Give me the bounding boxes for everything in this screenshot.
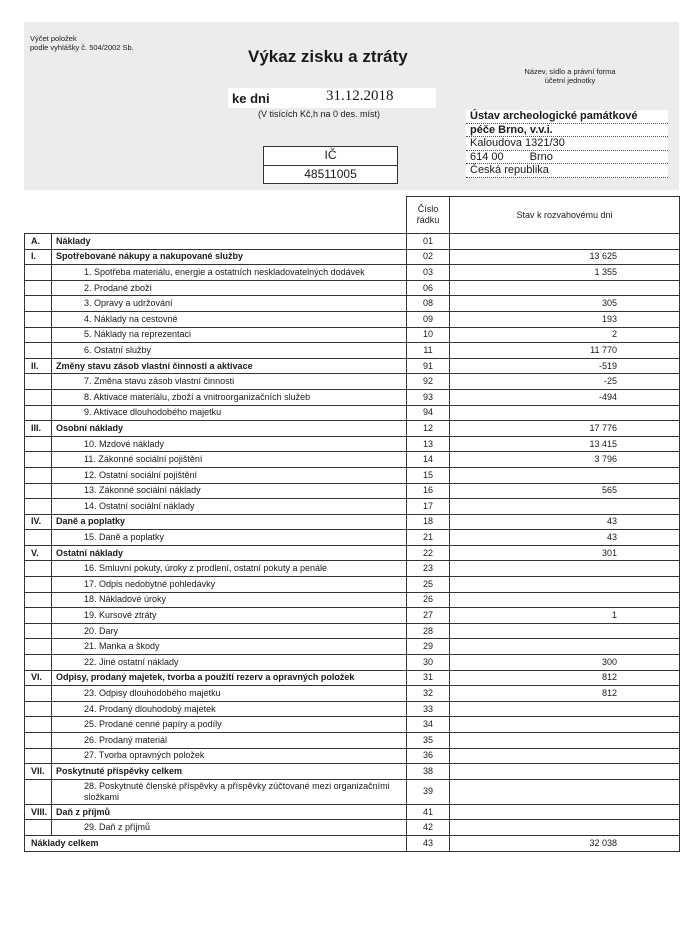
row-name: Poskytnuté příspěvky celkem	[52, 764, 407, 780]
row-label	[25, 608, 52, 624]
header-blank	[25, 197, 407, 234]
row-value: 1 355	[450, 265, 680, 281]
row-value: 1	[450, 608, 680, 624]
row-label	[25, 311, 52, 327]
ic-label: IČ	[264, 147, 397, 166]
row-value	[450, 467, 680, 483]
row-label: VI.	[25, 670, 52, 686]
row-label	[25, 639, 52, 655]
row-number: 94	[407, 405, 450, 421]
row-value: -519	[450, 358, 680, 374]
table-row	[25, 436, 680, 452]
row-value	[450, 717, 680, 733]
row-name: Daň z příjmů	[52, 804, 407, 820]
table-row	[25, 467, 680, 483]
row-label: V.	[25, 545, 52, 561]
row-name: 22. Jiné ostatní náklady	[52, 655, 407, 671]
row-name: 28. Poskytnuté členské příspěvky a příspěvky zúčtované mezi organizačními složkami	[52, 779, 407, 804]
row-label	[25, 530, 52, 546]
row-value: 305	[450, 296, 680, 312]
row-name: Spotřebované nákupy a nakupované služby	[52, 249, 407, 265]
unit-name-line1: Ústav archeologické památkové	[466, 110, 668, 124]
table-row	[25, 835, 680, 851]
row-number: 38	[407, 764, 450, 780]
table-row	[25, 280, 680, 296]
row-label	[25, 374, 52, 390]
row-name: 4. Náklady na cestovné	[52, 311, 407, 327]
row-value: 812	[450, 670, 680, 686]
zip-city	[466, 151, 668, 165]
row-name: 10. Mzdové náklady	[52, 436, 407, 452]
table-row	[25, 452, 680, 468]
row-name: 12. Ostatní sociální pojištění	[52, 467, 407, 483]
row-value	[450, 639, 680, 655]
row-value: 43	[450, 514, 680, 530]
row-number: 42	[407, 820, 450, 836]
row-name: 3. Opravy a udržování	[52, 296, 407, 312]
row-label	[25, 405, 52, 421]
row-label	[25, 467, 52, 483]
row-number: 93	[407, 389, 450, 405]
table-row	[25, 748, 680, 764]
row-value: 43	[450, 530, 680, 546]
table-row	[25, 686, 680, 702]
table-row	[25, 234, 680, 250]
row-label	[25, 701, 52, 717]
row-value	[450, 748, 680, 764]
row-name: 13. Zákonné sociální náklady	[52, 483, 407, 499]
row-number: 03	[407, 265, 450, 281]
row-number: 26	[407, 592, 450, 608]
row-value	[450, 577, 680, 593]
table-row	[25, 545, 680, 561]
row-value: 565	[450, 483, 680, 499]
table-row	[25, 639, 680, 655]
row-number: 30	[407, 655, 450, 671]
row-label: II.	[25, 358, 52, 374]
col-row-no	[407, 197, 450, 234]
row-value: 2	[450, 327, 680, 343]
row-name: Náklady	[52, 234, 407, 250]
row-number: 12	[407, 421, 450, 437]
table-row	[25, 343, 680, 359]
row-number: 11	[407, 343, 450, 359]
row-number: 23	[407, 561, 450, 577]
row-label	[25, 296, 52, 312]
row-value: 300	[450, 655, 680, 671]
row-number: 02	[407, 249, 450, 265]
table-row	[25, 577, 680, 593]
table-row	[25, 670, 680, 686]
row-name: Daně a poplatky	[52, 514, 407, 530]
row-label	[25, 717, 52, 733]
row-name: 11. Zákonné sociální pojištění	[52, 452, 407, 468]
row-name: 18. Nákladové úroky	[52, 592, 407, 608]
row-label	[25, 748, 52, 764]
row-number: 08	[407, 296, 450, 312]
row-name: 5. Náklady na reprezentaci	[52, 327, 407, 343]
table-row	[25, 389, 680, 405]
table-row	[25, 483, 680, 499]
legal-note-line2: podle vyhlášky č. 504/2002 Sb.	[30, 43, 134, 52]
col-row-no-line2: řádku	[416, 215, 440, 225]
row-number: 13	[407, 436, 450, 452]
table-row	[25, 249, 680, 265]
row-label	[25, 483, 52, 499]
row-label	[25, 280, 52, 296]
table-row	[25, 733, 680, 749]
row-value	[450, 804, 680, 820]
page-title: Výkaz zisku a ztráty	[248, 47, 408, 66]
row-name: 7. Změna stavu zásob vlastní činnosti	[52, 374, 407, 390]
row-label: VII.	[25, 764, 52, 780]
table-row	[25, 764, 680, 780]
row-label: VIII.	[25, 804, 52, 820]
table-row	[25, 701, 680, 717]
row-number: 35	[407, 733, 450, 749]
row-name: 9. Aktivace dlouhodobého majetku	[52, 405, 407, 421]
row-label	[25, 343, 52, 359]
table-row	[25, 499, 680, 515]
unit-name-line2: péče Brno, v.v.i.	[466, 124, 668, 138]
row-name: Náklady celkem	[25, 835, 407, 851]
row-name: 16. Smluvní pokuty, úroky z prodlení, ostatní pokuty a penále	[52, 561, 407, 577]
row-label: IV.	[25, 514, 52, 530]
date-label: ke dni	[232, 91, 270, 106]
row-number: 14	[407, 452, 450, 468]
row-label	[25, 577, 52, 593]
table-row	[25, 820, 680, 836]
row-name: 23. Odpisy dlouhodobého majetku	[52, 686, 407, 702]
col-row-no-line1: Číslo	[417, 204, 439, 214]
row-name: 24. Prodaný dlouhodobý majetek	[52, 701, 407, 717]
row-value	[450, 561, 680, 577]
row-name: 15. Daně a poplatky	[52, 530, 407, 546]
row-label	[25, 686, 52, 702]
row-number: 16	[407, 483, 450, 499]
row-name: 26. Prodaný materiál	[52, 733, 407, 749]
table-row	[25, 608, 680, 624]
table-row	[25, 514, 680, 530]
row-number: 01	[407, 234, 450, 250]
row-value	[450, 779, 680, 804]
row-number: 21	[407, 530, 450, 546]
row-number: 18	[407, 514, 450, 530]
table-row	[25, 530, 680, 546]
table-row	[25, 374, 680, 390]
row-name: 19. Kursové ztráty	[52, 608, 407, 624]
row-name: Změny stavu zásob vlastní činnosti a aktivace	[52, 358, 407, 374]
row-name: 8. Aktivace materiálu, zboží a vnitroorganizačních služeb	[52, 389, 407, 405]
row-number: 43	[407, 835, 450, 851]
row-value	[450, 733, 680, 749]
row-number: 91	[407, 358, 450, 374]
row-label	[25, 820, 52, 836]
row-number: 10	[407, 327, 450, 343]
row-value	[450, 701, 680, 717]
row-label	[25, 452, 52, 468]
table-row	[25, 561, 680, 577]
row-label	[25, 561, 52, 577]
row-name: 27. Tvorba opravných položek	[52, 748, 407, 764]
row-number: 25	[407, 577, 450, 593]
report-date: 31.12.2018	[326, 88, 394, 104]
unit-note-line2: účetní jednotky	[544, 76, 596, 85]
row-number: 17	[407, 499, 450, 515]
row-number: 34	[407, 717, 450, 733]
country: Česká republika	[466, 164, 668, 178]
row-number: 28	[407, 623, 450, 639]
row-name: 2. Prodané zboží	[52, 280, 407, 296]
row-label	[25, 655, 52, 671]
table-row	[25, 311, 680, 327]
unit-note-line1: Název, sídlo a právní forma	[524, 67, 616, 76]
row-number: 15	[407, 467, 450, 483]
row-number: 22	[407, 545, 450, 561]
row-value: 301	[450, 545, 680, 561]
table-row	[25, 405, 680, 421]
profit-loss-table	[24, 196, 680, 852]
row-value: 17 776	[450, 421, 680, 437]
row-label	[25, 733, 52, 749]
table-row	[25, 655, 680, 671]
row-name: 17. Odpis nedobytné pohledávky	[52, 577, 407, 593]
row-number: 33	[407, 701, 450, 717]
row-name: 25. Prodané cenné papíry a podíly	[52, 717, 407, 733]
row-label	[25, 499, 52, 515]
row-label	[25, 779, 52, 804]
row-value: 193	[450, 311, 680, 327]
row-value	[450, 764, 680, 780]
ic-value: 48511005	[304, 167, 357, 181]
zip: 614 00	[470, 150, 504, 163]
row-label: III.	[25, 421, 52, 437]
row-value: 11 770	[450, 343, 680, 359]
units-note: (V tisících Kč,h na 0 des. míst)	[258, 109, 381, 119]
table-row	[25, 592, 680, 608]
table-row	[25, 265, 680, 281]
table-row	[25, 717, 680, 733]
row-name: Ostatní náklady	[52, 545, 407, 561]
table-row	[25, 779, 680, 804]
row-value	[450, 592, 680, 608]
row-name: 1. Spotřeba materiálu, energie a ostatních neskladovatelných dodávek	[52, 265, 407, 281]
row-value	[450, 499, 680, 515]
row-value	[450, 405, 680, 421]
table-row	[25, 804, 680, 820]
row-value	[450, 280, 680, 296]
row-value: 3 796	[450, 452, 680, 468]
row-label: I.	[25, 249, 52, 265]
unit-note	[500, 67, 640, 85]
row-label: A.	[25, 234, 52, 250]
row-number: 39	[407, 779, 450, 804]
ic-box	[263, 146, 398, 184]
table-row	[25, 623, 680, 639]
row-value: -494	[450, 389, 680, 405]
row-label	[25, 592, 52, 608]
row-number: 41	[407, 804, 450, 820]
row-name: 14. Ostatní sociální náklady	[52, 499, 407, 515]
row-number: 31	[407, 670, 450, 686]
row-name: Osobní náklady	[52, 421, 407, 437]
city: Brno	[529, 150, 553, 163]
row-value: 13 415	[450, 436, 680, 452]
row-number: 92	[407, 374, 450, 390]
table-row	[25, 296, 680, 312]
row-label	[25, 327, 52, 343]
row-name: 6. Ostatní služby	[52, 343, 407, 359]
row-value: 812	[450, 686, 680, 702]
row-number: 06	[407, 280, 450, 296]
row-number: 09	[407, 311, 450, 327]
row-value: 32 038	[450, 835, 680, 851]
unit-address	[466, 110, 668, 178]
row-name: 21. Manka a škody	[52, 639, 407, 655]
street: Kaloudova 1321/30	[466, 137, 668, 151]
table-row	[25, 327, 680, 343]
row-number: 32	[407, 686, 450, 702]
row-name: Odpisy, prodaný majetek, tvorba a použití rezerv a opravných položek	[52, 670, 407, 686]
table-row	[25, 421, 680, 437]
legal-note	[30, 34, 134, 52]
table-header	[25, 197, 680, 234]
row-name: 20. Dary	[52, 623, 407, 639]
col-state: Stav k rozvahovému dni	[450, 197, 680, 234]
row-label	[25, 623, 52, 639]
row-value	[450, 234, 680, 250]
row-value: 13 625	[450, 249, 680, 265]
row-label	[25, 436, 52, 452]
row-label	[25, 265, 52, 281]
row-number: 29	[407, 639, 450, 655]
row-number: 36	[407, 748, 450, 764]
table-row	[25, 358, 680, 374]
row-value: -25	[450, 374, 680, 390]
legal-note-line1: Výčet položek	[30, 34, 77, 43]
row-label	[25, 389, 52, 405]
row-name: 29. Daň z příjmů	[52, 820, 407, 836]
row-number: 27	[407, 608, 450, 624]
row-value	[450, 820, 680, 836]
row-value	[450, 623, 680, 639]
